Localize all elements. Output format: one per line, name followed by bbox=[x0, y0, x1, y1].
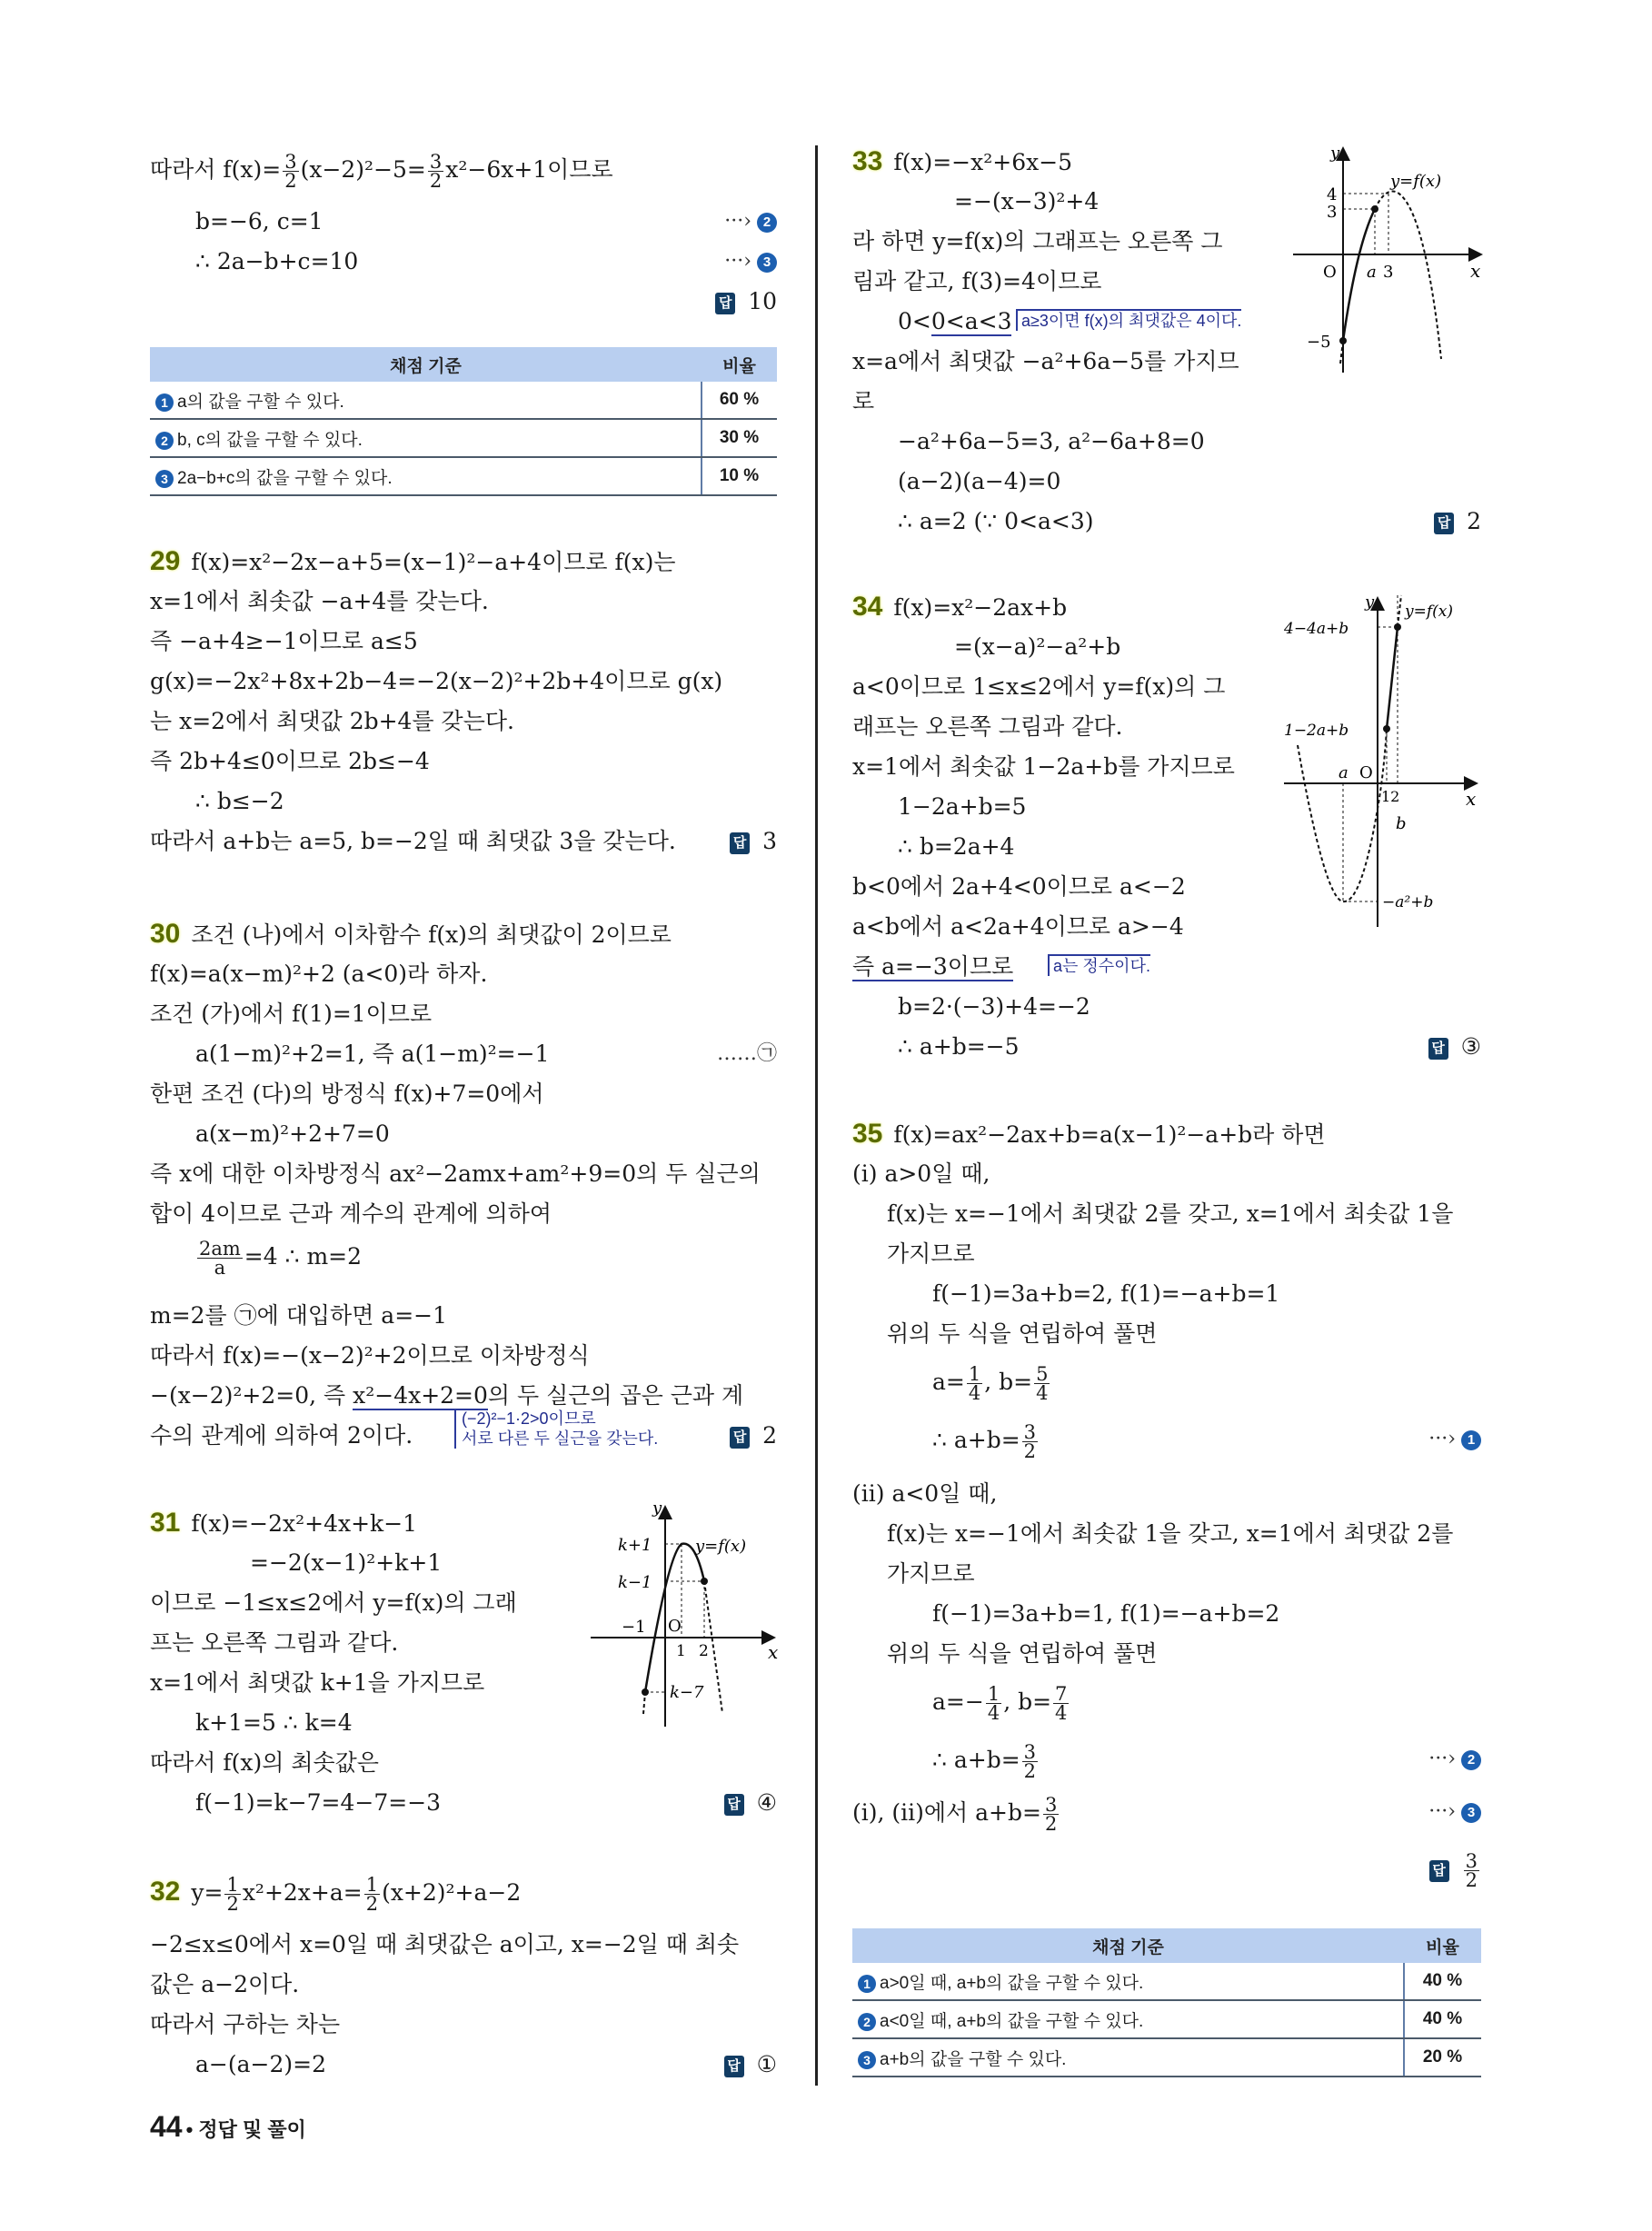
equation-tag: ……㉠ bbox=[716, 1042, 777, 1065]
table-row: 1 a>0일 때, a+b의 값을 구할 수 있다. 40 % bbox=[852, 1963, 1481, 2000]
column-divider bbox=[815, 145, 818, 2086]
fraction: $\frac{2am}{a}$ bbox=[199, 1238, 241, 1279]
step-marker-2: ···› 2 bbox=[1428, 1745, 1481, 1774]
problem-number: 34 bbox=[852, 592, 883, 622]
fraction: $\frac{3}{2}$ bbox=[429, 151, 443, 192]
answer-29: 답 3 bbox=[730, 827, 777, 856]
table-row: 2 b, c의 값을 구할 수 있다. 30 % bbox=[150, 419, 777, 457]
annotation-note: a≥3이면 f(x)의 최댓값은 4이다. bbox=[1016, 309, 1241, 331]
answer-icon: 답 bbox=[730, 1427, 750, 1449]
problem-number: 32 bbox=[150, 1877, 181, 1907]
table-row: 1 a의 값을 구할 수 있다. 60 % bbox=[150, 382, 777, 419]
answer-32: 답 ① bbox=[724, 2050, 777, 2079]
answer-icon: 답 bbox=[1434, 513, 1454, 534]
answer-35: 답 $\frac{3}{2}$ bbox=[1429, 1852, 1481, 1889]
graph-34 bbox=[1279, 591, 1488, 936]
svg-text:b: b bbox=[1396, 814, 1407, 833]
header-criterion: 채점 기준 bbox=[150, 347, 702, 382]
answer-icon: 답 bbox=[724, 2056, 744, 2077]
page-footer bbox=[150, 2110, 306, 2144]
annotation-note: (−2)²−1·2>0이므로 서로 다른 두 실근을 갖는다. bbox=[454, 1409, 658, 1449]
svg-text:−1: −1 bbox=[622, 1618, 646, 1637]
answer-icon: 답 bbox=[724, 1794, 744, 1816]
intro-line-1: 따라서 f(x)= $\frac{3}{2}$ (x−2)²−5= $\frac{3}{2}$ x²−6x+1이므로 bbox=[150, 151, 613, 192]
answer-30: 답 2 bbox=[730, 1421, 777, 1450]
step-marker-2: ···› 2 bbox=[724, 207, 777, 236]
svg-text:y=f(x): y=f(x) bbox=[1390, 172, 1442, 191]
svg-text:k−7: k−7 bbox=[670, 1683, 704, 1702]
problem-number: 33 bbox=[852, 146, 883, 176]
answer-icon: 답 bbox=[1429, 1860, 1449, 1882]
step-marker-3: ···› 3 bbox=[1428, 1798, 1481, 1827]
svg-text:12: 12 bbox=[1381, 788, 1400, 805]
svg-text:x: x bbox=[1466, 788, 1477, 810]
graph-33 bbox=[1289, 145, 1488, 382]
svg-text:2: 2 bbox=[699, 1642, 709, 1660]
svg-text:x: x bbox=[1470, 260, 1481, 282]
problem-number: 30 bbox=[150, 919, 181, 949]
svg-text:3: 3 bbox=[1383, 263, 1394, 282]
svg-text:1: 1 bbox=[676, 1642, 686, 1660]
svg-text:4−4a+b: 4−4a+b bbox=[1284, 620, 1349, 638]
svg-text:k+1: k+1 bbox=[618, 1536, 652, 1555]
answer-icon: 답 bbox=[1428, 1038, 1448, 1060]
answer-34: 답 ③ bbox=[1428, 1032, 1481, 1061]
header-criterion: 채점 기준 bbox=[852, 1928, 1404, 1963]
svg-text:x: x bbox=[768, 1641, 779, 1663]
intro-line-2: b=−6, c=1 bbox=[195, 208, 323, 234]
footer-label: • 정답 및 풀이 bbox=[185, 2118, 306, 2141]
table-row: 3 a+b의 값을 구할 수 있다. 20 % bbox=[852, 2038, 1481, 2077]
answer-31: 답 ④ bbox=[724, 1788, 777, 1818]
svg-text:a: a bbox=[1367, 263, 1377, 282]
svg-text:−a²+b: −a²+b bbox=[1382, 893, 1434, 911]
header-ratio: 비율 bbox=[702, 347, 777, 382]
svg-text:3: 3 bbox=[1327, 203, 1338, 222]
svg-text:a: a bbox=[1339, 763, 1348, 782]
step-marker-1: ···› 1 bbox=[1428, 1425, 1481, 1454]
problem-number: 29 bbox=[150, 546, 181, 576]
scoring-criteria-table-2 bbox=[852, 1928, 1481, 2077]
answer-28: 답 10 bbox=[715, 287, 777, 316]
svg-text:−5: −5 bbox=[1307, 333, 1331, 352]
svg-text:k−1: k−1 bbox=[618, 1573, 652, 1592]
svg-text:y=f(x): y=f(x) bbox=[695, 1537, 747, 1556]
intro-line-3: ∴ 2a−b+c=10 bbox=[195, 248, 359, 274]
header-ratio: 비율 bbox=[1404, 1928, 1481, 1963]
fraction: $\frac{1}{2}$ bbox=[365, 1874, 379, 1915]
svg-text:O: O bbox=[1323, 263, 1337, 282]
answer-33: 답 2 bbox=[1434, 507, 1481, 536]
page-number: 44 bbox=[150, 2110, 183, 2143]
fraction: $\frac{1}{2}$ bbox=[226, 1874, 239, 1915]
problem-number: 35 bbox=[852, 1119, 883, 1149]
step-marker-3: ···› 3 bbox=[724, 247, 777, 276]
svg-text:O: O bbox=[668, 1617, 682, 1636]
svg-text:y: y bbox=[652, 1499, 662, 1518]
answer-icon: 답 bbox=[730, 832, 750, 854]
fraction: $\frac{3}{2}$ bbox=[284, 151, 297, 192]
svg-text:4: 4 bbox=[1327, 185, 1338, 204]
svg-text:y=f(x): y=f(x) bbox=[1405, 603, 1453, 621]
table-row: 2 a<0일 때, a+b의 값을 구할 수 있다. 40 % bbox=[852, 2000, 1481, 2038]
svg-text:1−2a+b: 1−2a+b bbox=[1284, 722, 1349, 740]
svg-text:O: O bbox=[1359, 763, 1373, 782]
scoring-criteria-table-1 bbox=[150, 347, 777, 496]
table-row: 3 2a−b+c의 값을 구할 수 있다. 10 % bbox=[150, 457, 777, 495]
problem-number: 31 bbox=[150, 1508, 181, 1538]
answer-icon: 답 bbox=[715, 293, 735, 314]
svg-text:y: y bbox=[1365, 593, 1375, 612]
svg-text:y: y bbox=[1330, 145, 1340, 163]
graph-31 bbox=[582, 1499, 791, 1736]
annotation-note: a는 정수이다. bbox=[1048, 954, 1150, 976]
